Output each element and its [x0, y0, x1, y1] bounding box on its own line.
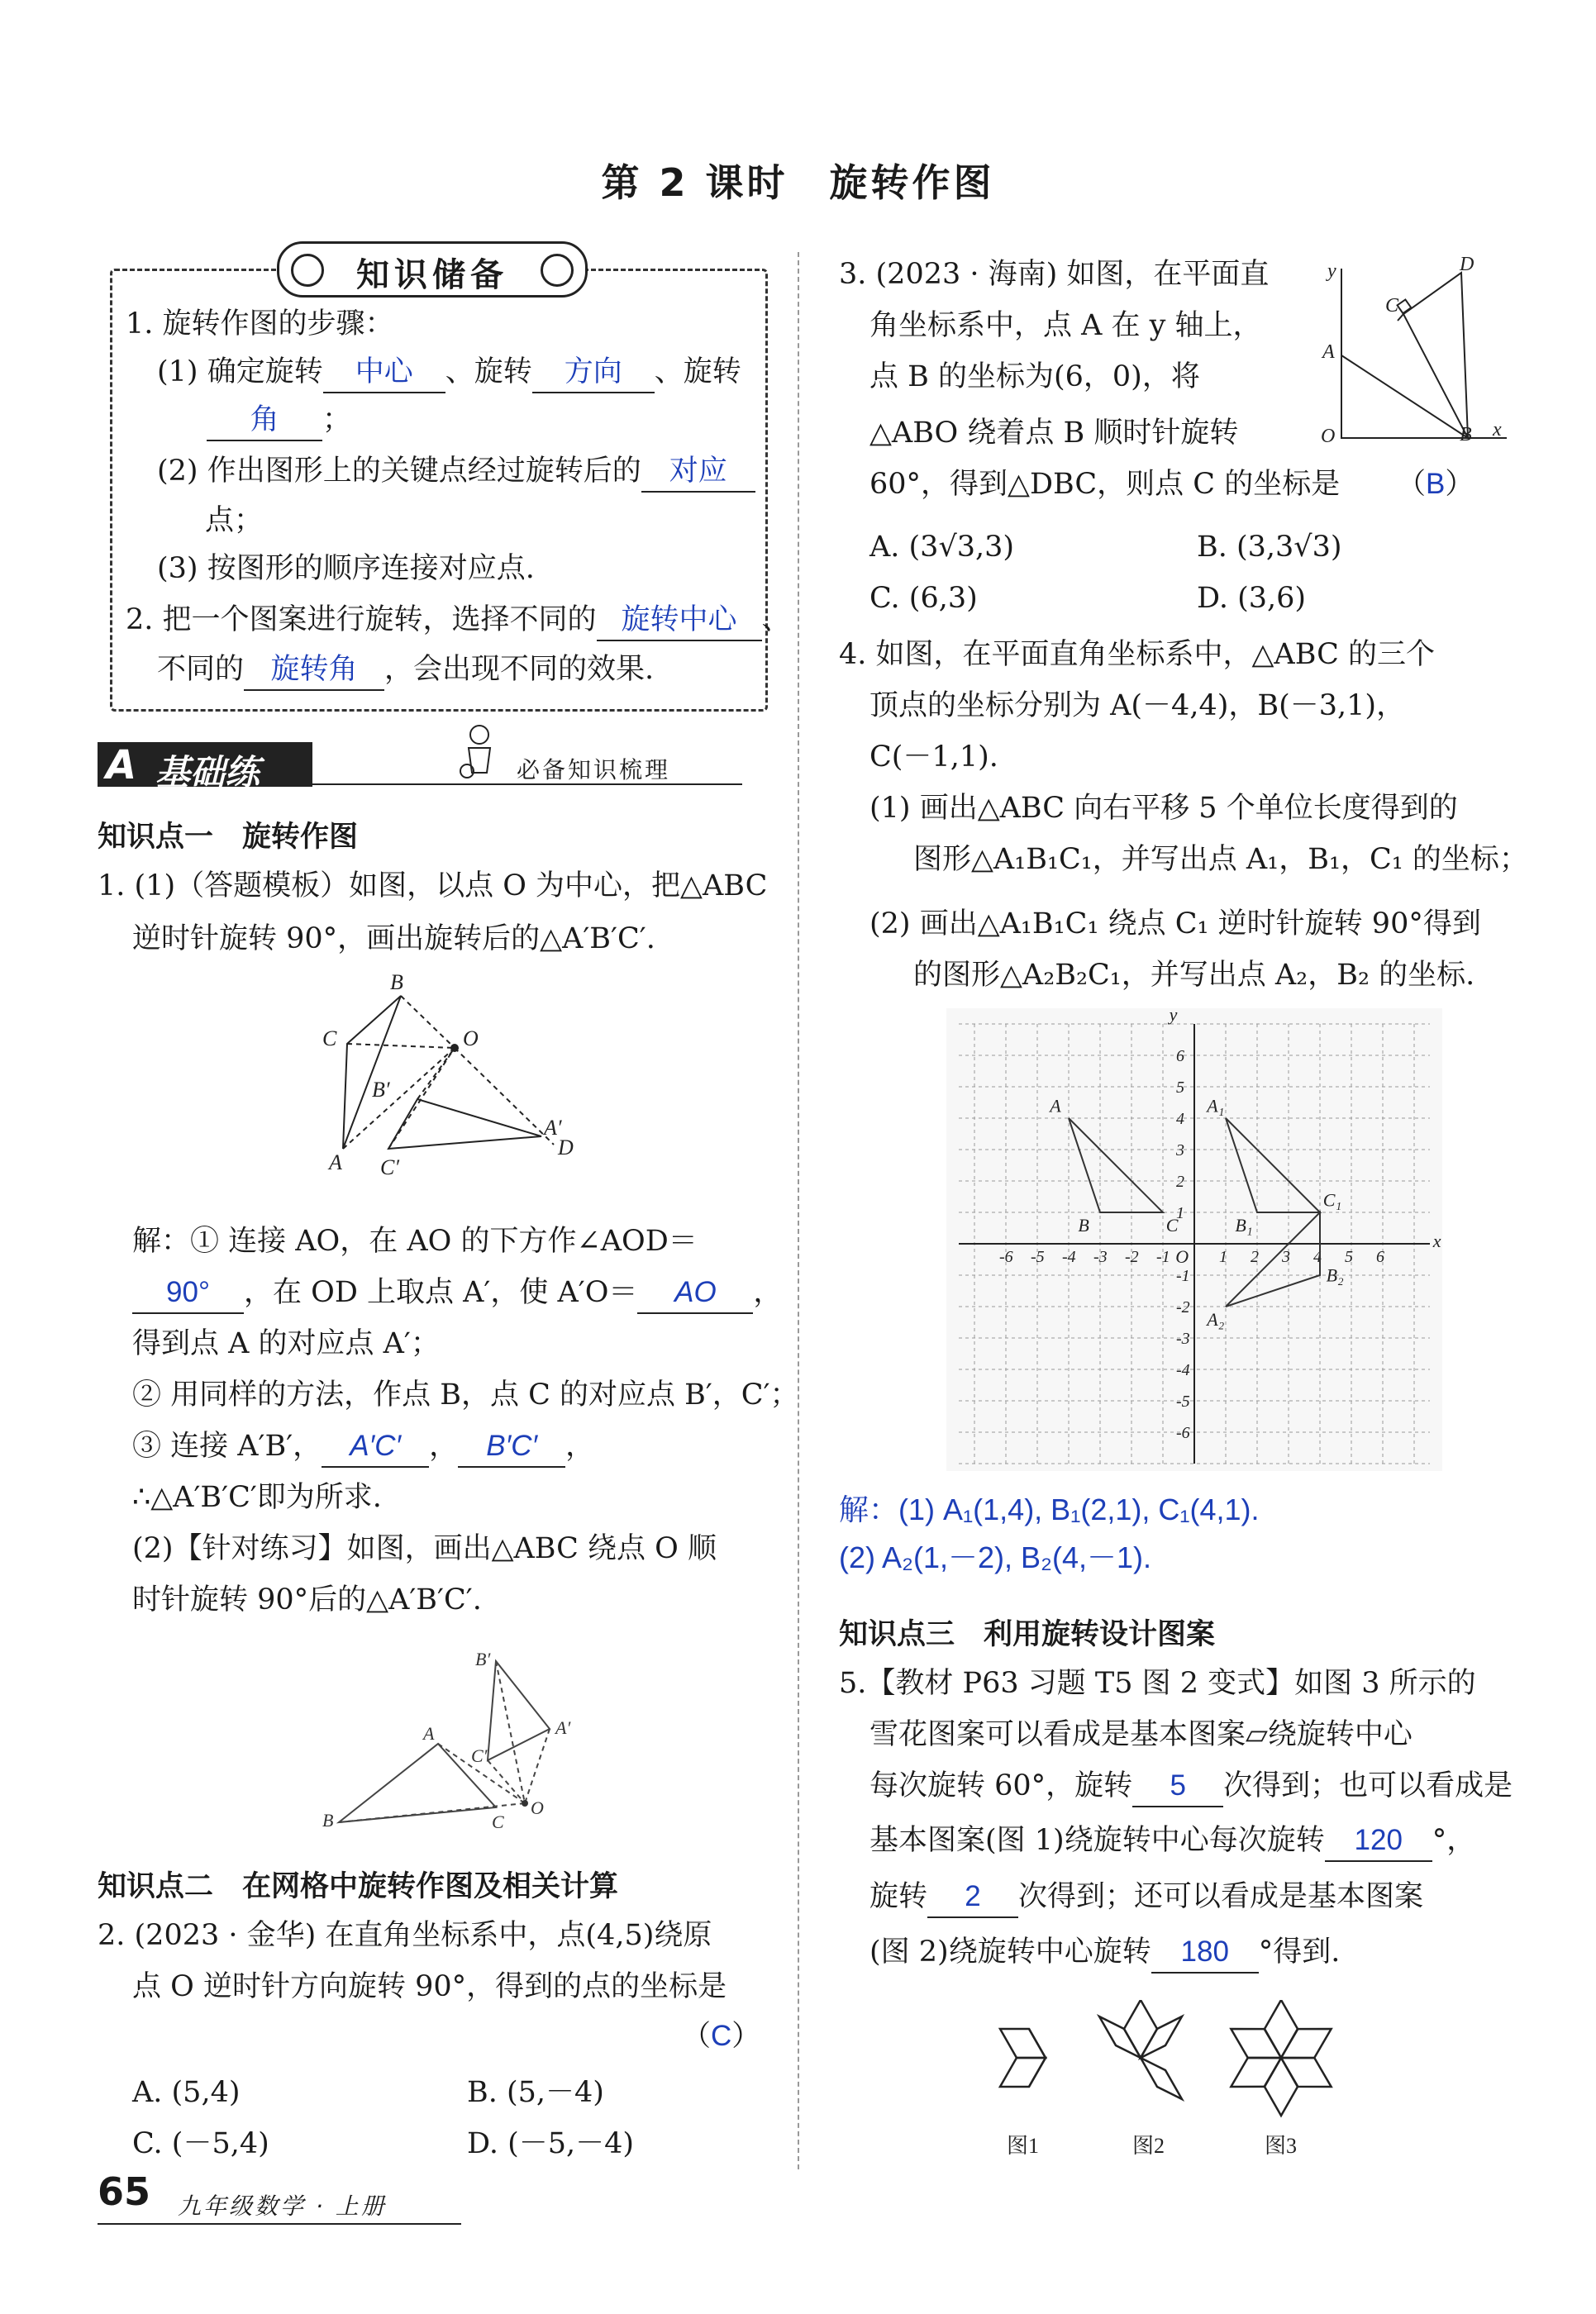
kp1-q2-line1: (2)【针对练习】如图，画出△ABC 绕点 O 顺	[132, 1532, 717, 1565]
text: 次得到；还可以看成是基本图案	[1018, 1880, 1424, 1913]
label-a2: A₂	[1207, 1308, 1225, 1330]
text: （	[1397, 468, 1427, 501]
label-a-prime: A′	[544, 1116, 562, 1140]
label-c: C	[1385, 295, 1399, 317]
label-c: C	[1165, 1214, 1179, 1236]
kp3-line4	[869, 1814, 1475, 1867]
label-a1: A₁	[1207, 1095, 1225, 1117]
reader-icon	[459, 723, 500, 781]
q4-line7: 的图形△A₂B₂C₁，并写出点 A₂，B₂ 的坐标.	[913, 959, 1475, 992]
q4-line3: C(－1,1).	[869, 740, 998, 774]
kp1-sol-line1: 解：① 连接 AO，在 AO 的下方作∠AOD＝	[132, 1225, 698, 1258]
k-q1-step1	[157, 345, 741, 398]
q3-line3: 点 B 的坐标为(6，0)，将	[869, 360, 1200, 393]
answer-blank: 2	[927, 1877, 1018, 1918]
label-y: y	[1327, 260, 1336, 282]
k-q1-step2	[157, 445, 755, 498]
answer-blank: B′C′	[458, 1426, 565, 1468]
x-tick-label: -2	[1125, 1248, 1139, 1266]
kp1-sol-line4: ② 用同样的方法，作点 B，点 C 的对应点 B′，C′；	[132, 1378, 799, 1412]
triangle-abc-rotated	[388, 1099, 541, 1149]
q3-option-b: B. (3,3√3)	[1197, 531, 1342, 564]
k-q1-intro: 1. 旋转作图的步骤：	[126, 307, 394, 340]
kp1-title: 知识点一 旋转作图	[98, 821, 359, 854]
label-y: y	[1169, 1008, 1178, 1026]
x-tick-label: 6	[1376, 1248, 1384, 1266]
y-tick-label: 5	[1176, 1078, 1184, 1097]
text: ③ 连接 A′B′，	[132, 1430, 322, 1463]
k-q1-step3: (3) 按图形的顺序连接对应点.	[157, 552, 535, 585]
y-tick-label: 3	[1176, 1141, 1184, 1159]
kp3-line5	[869, 1870, 1423, 1923]
answer-blank: 角	[207, 400, 322, 441]
kp2-q2-line1: 2. (2023 · 金华) 在直角坐标系中，点(4,5)绕原	[98, 1919, 712, 1952]
k-q2-cont	[157, 643, 654, 696]
answer-blank: 旋转中心	[597, 600, 762, 641]
q4-line6: (2) 画出△A₁B₁C₁ 绕点 C₁ 逆时针旋转 90°得到	[869, 907, 1481, 940]
fig1-caption: 图1	[1007, 2134, 1040, 2158]
kp2-answer	[682, 2010, 760, 2063]
q3-answer	[1397, 458, 1474, 511]
kp2-option-b: B. (5,－4)	[467, 2076, 604, 2109]
snowflake-fig3	[1222, 2000, 1339, 2116]
x-tick-label: -5	[1031, 1248, 1045, 1266]
knowledge-badge	[277, 241, 588, 298]
triangle-dbc	[1403, 273, 1468, 438]
x-tick-label: 3	[1282, 1248, 1290, 1266]
k-q1-step2-end: 点；	[205, 504, 264, 537]
text: ）	[731, 2020, 761, 2053]
label-b-prime: B′	[372, 1078, 390, 1102]
section-a-letter: A	[106, 742, 137, 788]
y-tick-label: -6	[1176, 1424, 1190, 1442]
y-tick-label: 2	[1176, 1173, 1184, 1191]
footer-rule	[98, 2223, 461, 2225]
label-b: B	[1460, 424, 1472, 445]
answer-blank: 90°	[132, 1273, 244, 1314]
text: ）	[1445, 468, 1475, 501]
answer-blank: 对应	[641, 451, 755, 493]
x-tick-label: -6	[999, 1248, 1013, 1266]
answer-blank: 方向	[532, 352, 655, 393]
section-a-title: 基础练	[155, 752, 260, 793]
label-x: x	[1432, 1230, 1441, 1251]
text: (1) 确定旋转	[157, 355, 323, 388]
label-c-prime: C′	[471, 1745, 488, 1766]
snowflake-figures	[984, 2000, 1364, 2165]
y-tick-label: -4	[1176, 1361, 1190, 1379]
label-o: O	[531, 1797, 544, 1818]
q3-line2: 角坐标系中，点 A 在 y 轴上，	[869, 309, 1262, 342]
k-q2	[126, 593, 791, 646]
text: °得到.	[1258, 1935, 1341, 1969]
text: ，在 OD 上取点 A′，使 A′O＝	[244, 1276, 638, 1309]
kp3-line1: 5.【教材 P63 习题 T5 图 2 变式】如图 3 所示的	[839, 1667, 1476, 1700]
label-b1: B₁	[1235, 1214, 1253, 1236]
text: ；	[322, 403, 352, 436]
text: 次得到；也可以看成是	[1223, 1769, 1513, 1802]
label-c: C	[492, 1812, 504, 1832]
answer-blank: 旋转角	[244, 650, 384, 691]
fig3-caption: 图3	[1265, 2134, 1298, 2158]
x-tick-label: -4	[1062, 1248, 1076, 1266]
text: ，	[565, 1430, 595, 1463]
basic-pattern-fig1	[1000, 2029, 1046, 2087]
k-q1-step1-cont	[207, 393, 351, 446]
q3-option-d: D. (3,6)	[1197, 582, 1307, 615]
answer: B	[1426, 468, 1446, 500]
text: （	[682, 2020, 712, 2053]
label-c1: C₁	[1322, 1189, 1342, 1211]
x-tick-label: -3	[1093, 1248, 1108, 1266]
rotation-figure-2	[322, 1636, 636, 1839]
kp2-option-a: A. (5,4)	[132, 2076, 241, 2109]
kp1-sol-line6: ∴△A′B′C′即为所求.	[132, 1481, 382, 1514]
answer-blank: 180	[1151, 1932, 1259, 1974]
x-tick-label: 1	[1219, 1248, 1227, 1266]
x-tick-label: 4	[1313, 1248, 1322, 1266]
label-b2: B₂	[1326, 1264, 1344, 1286]
text: 基本图案(图 1)绕旋转中心每次旋转	[869, 1824, 1325, 1857]
y-tick-label: 1	[1176, 1204, 1184, 1222]
triangle-abc-rotated	[488, 1661, 550, 1760]
x-tick-label: -1	[1156, 1248, 1170, 1266]
kp1-q1-line1: 1. (1)（答题模板）如图，以点 O 为中心，把△ABC	[98, 869, 768, 902]
q4-line5: 图形△A₁B₁C₁，并写出点 A₁，B₁，C₁ 的坐标；	[913, 843, 1528, 876]
label-c: C	[322, 1026, 337, 1050]
text: 旋转	[869, 1880, 928, 1913]
answer-blank: AO	[637, 1273, 753, 1314]
kp2-option-c: C. (－5,4)	[132, 2127, 269, 2160]
kp1-q2-line2: 时针旋转 90°后的△A′B′C′.	[132, 1583, 482, 1616]
kp1-sol-line5	[132, 1420, 594, 1473]
label-d: D	[558, 1136, 574, 1159]
text: 2. 把一个图案进行旋转，选择不同的	[126, 603, 597, 636]
triangle-abc	[343, 996, 401, 1149]
page-title: 第 2 课时 旋转作图	[601, 160, 995, 205]
kp2-title: 知识点二 在网格中旋转作图及相关计算	[98, 1870, 619, 1903]
q4-line2: 顶点的坐标分别为 A(－4,4)，B(－3,1)，	[869, 689, 1406, 722]
kp3-title: 知识点三 利用旋转设计图案	[839, 1618, 1216, 1651]
y-tick-label: -3	[1176, 1330, 1190, 1348]
y-tick-label: -2	[1176, 1298, 1190, 1317]
label-b: B	[322, 1810, 334, 1831]
footer-book: 九年级数学 · 上册	[178, 2193, 387, 2220]
label-o: O	[463, 1026, 479, 1050]
rotation-figure-1	[314, 971, 595, 1194]
text: 、旋转	[654, 355, 741, 388]
section-a-banner	[98, 742, 312, 793]
text: 、旋转	[445, 355, 532, 388]
label-a: A	[329, 1150, 342, 1174]
label-d: D	[1460, 254, 1475, 275]
y-tick-label: 4	[1176, 1110, 1184, 1128]
q4-line1: 4. 如图，在平面直角坐标系中，△ABC 的三个	[839, 638, 1435, 671]
text: °，	[1432, 1824, 1476, 1857]
kp1-sol-line3: 得到点 A 的对应点 A′；	[132, 1327, 440, 1360]
label-o: O	[1175, 1245, 1189, 1267]
label-o: O	[1321, 426, 1336, 447]
q3-line4: △ABO 绕着点 B 顺时针旋转	[869, 417, 1239, 450]
x-tick-label: 2	[1251, 1248, 1259, 1266]
kp3-line6	[869, 1926, 1340, 1978]
label-a: A	[1050, 1095, 1061, 1117]
y-tick-label: -5	[1176, 1393, 1190, 1411]
q3-option-c: C. (6,3)	[869, 582, 978, 615]
text: 不同的	[157, 653, 245, 686]
kp1-sol-line2	[132, 1266, 782, 1319]
q3-figure	[1313, 252, 1511, 450]
x-tick-label: 5	[1345, 1248, 1353, 1266]
label-x: x	[1493, 419, 1502, 440]
kp3-line3	[869, 1759, 1513, 1812]
kp1-q1-line2: 逆时针旋转 90°，画出旋转后的△A′B′C′.	[132, 922, 655, 955]
y-tick-label: 6	[1176, 1047, 1184, 1065]
label-c-prime: C′	[380, 1155, 400, 1179]
answer-blank: 中心	[323, 352, 445, 393]
q4-line4: (1) 画出△ABC 向右平移 5 个单位长度得到的	[869, 792, 1458, 825]
column-divider	[798, 252, 799, 2169]
q3-option-a: A. (3√3,3)	[869, 531, 1015, 564]
page-number: 65	[98, 2169, 151, 2214]
knowledge-badge-text: 知识储备	[356, 256, 508, 294]
y-tick-label: -1	[1176, 1267, 1190, 1285]
answer: C	[711, 2020, 732, 2052]
text: 、	[761, 603, 791, 636]
kp2-q2-line2: 点 O 逆时针方向旋转 90°，得到的点的坐标是	[132, 1970, 727, 2003]
label-b: B	[1078, 1214, 1089, 1236]
fig2-caption: 图2	[1132, 2134, 1165, 2158]
answer-blank: 5	[1132, 1766, 1223, 1807]
kp3-line2: 雪花图案可以看成是基本图案▱绕旋转中心	[869, 1718, 1413, 1751]
text: (图 2)绕旋转中心旋转	[869, 1935, 1151, 1969]
q4-answer-line1: 解：(1) A₁(1,4), B₁(2,1), C₁(4,1).	[839, 1493, 1260, 1526]
q3-line1: 3. (2023 · 海南) 如图，在平面直	[839, 258, 1270, 291]
label-b-prime: B′	[475, 1649, 491, 1669]
basic-pattern-fig2	[1099, 2000, 1182, 2116]
triangle-abo	[1341, 355, 1468, 438]
text: ，会出现不同的效果.	[384, 653, 655, 686]
text: ，	[753, 1276, 783, 1309]
section-a-subtitle: 必备知识梳理	[517, 756, 671, 783]
q3-line5: 60°，得到△DBC，则点 C 的坐标是	[869, 468, 1341, 501]
text: (2) 作出图形上的关键点经过旋转后的	[157, 455, 641, 488]
label-a: A	[1322, 341, 1335, 363]
label-a: A	[423, 1723, 435, 1744]
label-b: B	[390, 971, 403, 994]
label-a-prime: A′	[555, 1717, 571, 1738]
q4-answer-line2: (2) A₂(1,－2), B₂(4,－1).	[839, 1540, 1152, 1574]
kp2-option-d: D. (－5,－4)	[467, 2127, 635, 2160]
text: 每次旋转 60°，旋转	[869, 1769, 1133, 1802]
coordinate-grid	[946, 1008, 1442, 1471]
answer-blank: 120	[1325, 1821, 1432, 1862]
answer-blank: A′C′	[322, 1426, 429, 1468]
text: ，	[429, 1430, 459, 1463]
